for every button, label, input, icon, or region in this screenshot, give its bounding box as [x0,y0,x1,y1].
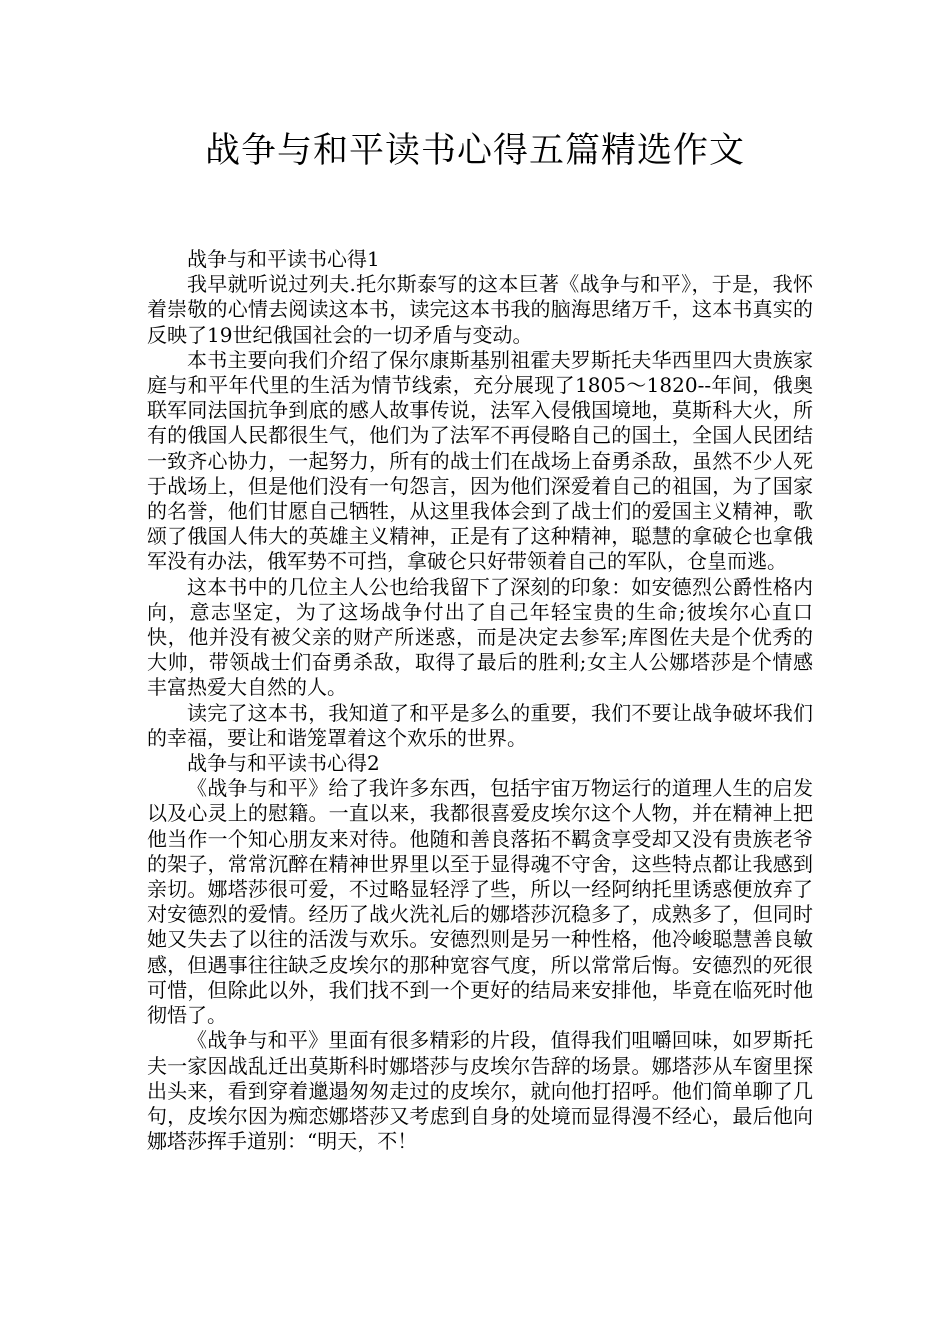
paragraph: 《战争与和平》给了我许多东西，包括宇宙万物运行的道理人生的启发以及心灵上的慰籍。一直以来，我都很喜爱皮埃尔这个人物，并在精神上把他当作一个知心朋友来对待。他随和善良落拓不羁贪享受却又没有贵族老爷的架子，常常沉醉在精神世界里以至于显得魂不守舍，这些特点都让我感到亲切。娜塔莎很可爱，不过略显轻浮了些，所以一经阿纳托里诱惑便放弃了对安德烈的爱情。经历了战火洗礼后的娜塔莎沉稳多了，成熟多了，但同时她又失去了以往的活泼与欢乐。安德烈则是另一种性格，他冷峻聪慧善良敏感，但遇事往往缺乏皮埃尔的那种宽容气度，所以常常后悔。安德烈的死很可惜，但除此以外，我们找不到一个更好的结局来安排他，毕竟在临死时他彻悟了。 [147,776,813,1028]
document-body [147,247,813,1154]
paragraph: 本书主要向我们介绍了保尔康斯基别祖霍夫罗斯托夫华西里四大贵族家庭与和平年代里的生活为情节线索，充分展现了1805～1820--年间，俄奥联军同法国抗争到底的感人故事传说，法军入侵俄国境地，莫斯科大火，所有的俄国人民都很生气，他们为了法军不再侵略自己的国土，全国人民团结一致齐心协力，一起努力，所有的战士们在战场上奋勇杀敌，虽然不少人死于战场上，但是他们没有一句怨言，因为他们深爱着自己的祖国，为了国家的名誉，他们甘愿自己牺牲，从这里我体会到了战士们的爱国主义精神，歌颂了俄国人伟大的英雄主义精神，正是有了这种精神，聪慧的拿破仑也拿俄军没有办法，俄军势不可挡，拿破仑只好带领着自己的军队，仓皇而逃。 [147,347,813,574]
section-heading-2: 战争与和平读书心得2 [187,751,380,776]
paragraph: 这本书中的几位主人公也给我留下了深刻的印象：如安德烈公爵性格内向，意志坚定，为了这场战争付出了自己年轻宝贵的生命;彼埃尔心直口快，他并没有被父亲的财产所迷惑，而是决定去参军;库图佐夫是个优秀的大帅，带领战士们奋勇杀敌，取得了最后的胜利;女主人公娜塔莎是个情感丰富热爱大自然的人。 [147,574,813,700]
section-heading-1: 战争与和平读书心得1 [187,247,380,271]
paragraph: 我早就听说过列夫.托尔斯泰写的这本巨著《战争与和平》，于是，我怀着崇敬的心情去阅读这本书，读完这本书我的脑海思绪万千，这本书真实的反映了19世纪俄国社会的一切矛盾与变动。 [147,272,813,347]
paragraph: 《战争与和平》里面有很多精彩的片段，值得我们咀嚼回味，如罗斯托夫一家因战乱迁出莫斯科时娜塔莎与皮埃尔告辞的场景。娜塔莎从车窗里探出头来，看到穿着邋遢匆匆走过的皮埃尔，就向他打招呼。他们简单聊了几句，皮埃尔因为痴恋娜塔莎又考虑到自身的处境而显得漫不经心，最后他向娜塔莎挥手道别：“明天，不！ [147,1028,813,1154]
paragraph: 读完了这本书，我知道了和平是多么的重要，我们不要让战争破坏我们的幸福，要让和谐笼罩着这个欢乐的世界。 [147,700,813,750]
document-title: 战争与和平读书心得五篇精选作文 [204,131,745,171]
